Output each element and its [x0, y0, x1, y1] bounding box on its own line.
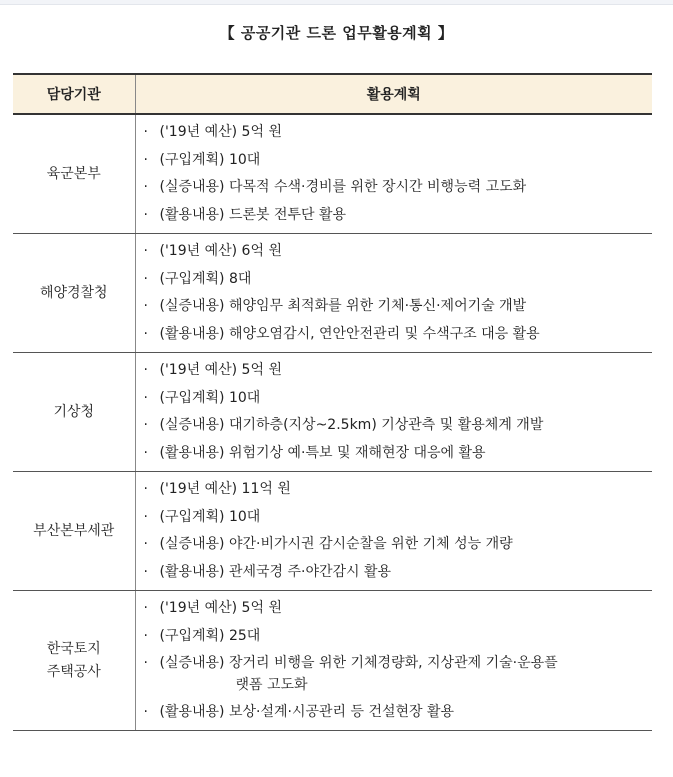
table-row	[13, 591, 652, 731]
plan-item	[136, 476, 653, 504]
bullet-dot-icon: ·	[143, 298, 148, 314]
organization-name: 기상청	[53, 403, 95, 420]
plan-item	[136, 174, 653, 202]
header-organization: 담당기관	[13, 74, 135, 114]
table-row	[13, 234, 652, 353]
plan-item-text: (구입계획) 10대	[159, 389, 261, 406]
bullet-dot-icon: ·	[143, 179, 148, 195]
plan-item-text: ('19년 예산) 11억 원	[159, 481, 291, 497]
plan-item	[136, 147, 653, 175]
bullet-dot-icon: ·	[143, 325, 148, 342]
plan-item-text: (활용내용) 드론봇 전투단 활용	[159, 206, 347, 223]
plan-item-continuation: 랫폼 고도화	[235, 676, 308, 693]
plan-item	[136, 321, 653, 349]
bullet-dot-icon: ·	[143, 703, 148, 720]
bullet-dot-icon: ·	[143, 655, 148, 671]
organization-cell	[13, 472, 135, 591]
plan-item	[136, 559, 653, 587]
plan-item-text: (실증내용) 해양임무 최적화를 위한 기체·통신·제어기술 개발	[159, 298, 527, 314]
plan-item-text: ('19년 예산) 5억 원	[159, 362, 282, 378]
bullet-dot-icon: ·	[143, 444, 148, 461]
plan-item-text: (구입계획) 10대	[159, 151, 261, 168]
organization-name: 한국토지	[46, 640, 101, 657]
plan-item-text: ('19년 예산) 6억 원	[159, 243, 282, 259]
plan-item-text: (실증내용) 대기하층(지상~2.5km) 기상관측 및 활용체계 개발	[159, 417, 544, 433]
organization-cell	[13, 234, 135, 353]
plan-cell	[135, 353, 652, 472]
bullet-dot-icon: ·	[143, 124, 148, 140]
plan-item	[136, 531, 653, 559]
table-row	[13, 114, 652, 234]
plan-item	[136, 412, 653, 440]
bullet-dot-icon: ·	[143, 481, 148, 497]
plan-item-text: (실증내용) 다목적 수색·경비를 위한 장시간 비행능력 고도화	[159, 179, 527, 195]
plan-item-text: (활용내용) 해양오염감시, 연안안전관리 및 수색구조 대응 활용	[159, 325, 540, 342]
organization-cell	[13, 114, 135, 234]
plan-item	[136, 504, 653, 532]
plan-item-text: (활용내용) 위험기상 예·특보 및 재해현장 대응에 활용	[159, 444, 486, 461]
plan-item-text: (실증내용) 야간·비가시권 감시순찰을 위한 기체 성능 개량	[159, 536, 513, 552]
plan-cell	[135, 114, 652, 234]
plan-cell	[135, 591, 652, 731]
plan-item-text: (활용내용) 관세국경 주·야간감시 활용	[159, 563, 392, 580]
bullet-dot-icon: ·	[143, 417, 148, 433]
bullet-dot-icon: ·	[143, 536, 148, 552]
plan-item	[136, 238, 653, 266]
bullet-dot-icon: ·	[143, 508, 148, 525]
plan-item-text: (실증내용) 장거리 비행을 위한 기체경량화, 지상관제 기술·운용플	[159, 655, 558, 671]
bullet-dot-icon: ·	[143, 563, 148, 580]
table-header-row	[13, 74, 652, 114]
plan-item	[136, 385, 653, 413]
plan-item	[136, 440, 653, 468]
window-top-strip	[0, 0, 673, 5]
plan-item	[136, 119, 653, 147]
plan-item	[136, 595, 653, 623]
document-title: 【 공공기관 드론 업무활용계획 】	[219, 24, 454, 42]
plan-item-text: (구입계획) 8대	[159, 270, 252, 287]
bullet-dot-icon: ·	[143, 151, 148, 168]
bullet-dot-icon: ·	[143, 362, 148, 378]
header-plan: 활용계획	[135, 74, 652, 114]
table-row	[13, 353, 652, 472]
organization-name: 주택공사	[46, 663, 101, 680]
plan-item-text: (구입계획) 10대	[159, 508, 261, 525]
plan-item	[136, 650, 653, 678]
bullet-dot-icon: ·	[143, 389, 148, 406]
bullet-dot-icon: ·	[143, 627, 148, 644]
organization-name: 부산본부세관	[33, 522, 115, 539]
plan-item	[136, 202, 653, 230]
plan-cell	[135, 472, 652, 591]
table-row	[13, 472, 652, 591]
plan-item-text: (활용내용) 보상·설계·시공관리 등 건설현장 활용	[159, 703, 455, 720]
plan-cell	[135, 234, 652, 353]
plan-item	[136, 357, 653, 385]
organization-cell	[13, 591, 135, 731]
organization-name: 육군본부	[46, 165, 101, 182]
plan-table	[13, 73, 652, 731]
plan-item-text: (구입계획) 25대	[159, 627, 261, 644]
plan-item-text: ('19년 예산) 5억 원	[159, 600, 282, 616]
bullet-dot-icon: ·	[143, 600, 148, 616]
organization-name: 해양경찰청	[39, 284, 108, 301]
bullet-dot-icon: ·	[143, 270, 148, 287]
bullet-dot-icon: ·	[143, 243, 148, 259]
plan-item-text: ('19년 예산) 5억 원	[159, 124, 282, 140]
plan-item	[136, 266, 653, 294]
organization-cell	[13, 353, 135, 472]
plan-item	[136, 623, 653, 651]
plan-item	[136, 293, 653, 321]
plan-item	[136, 699, 653, 727]
bullet-dot-icon: ·	[143, 206, 148, 223]
